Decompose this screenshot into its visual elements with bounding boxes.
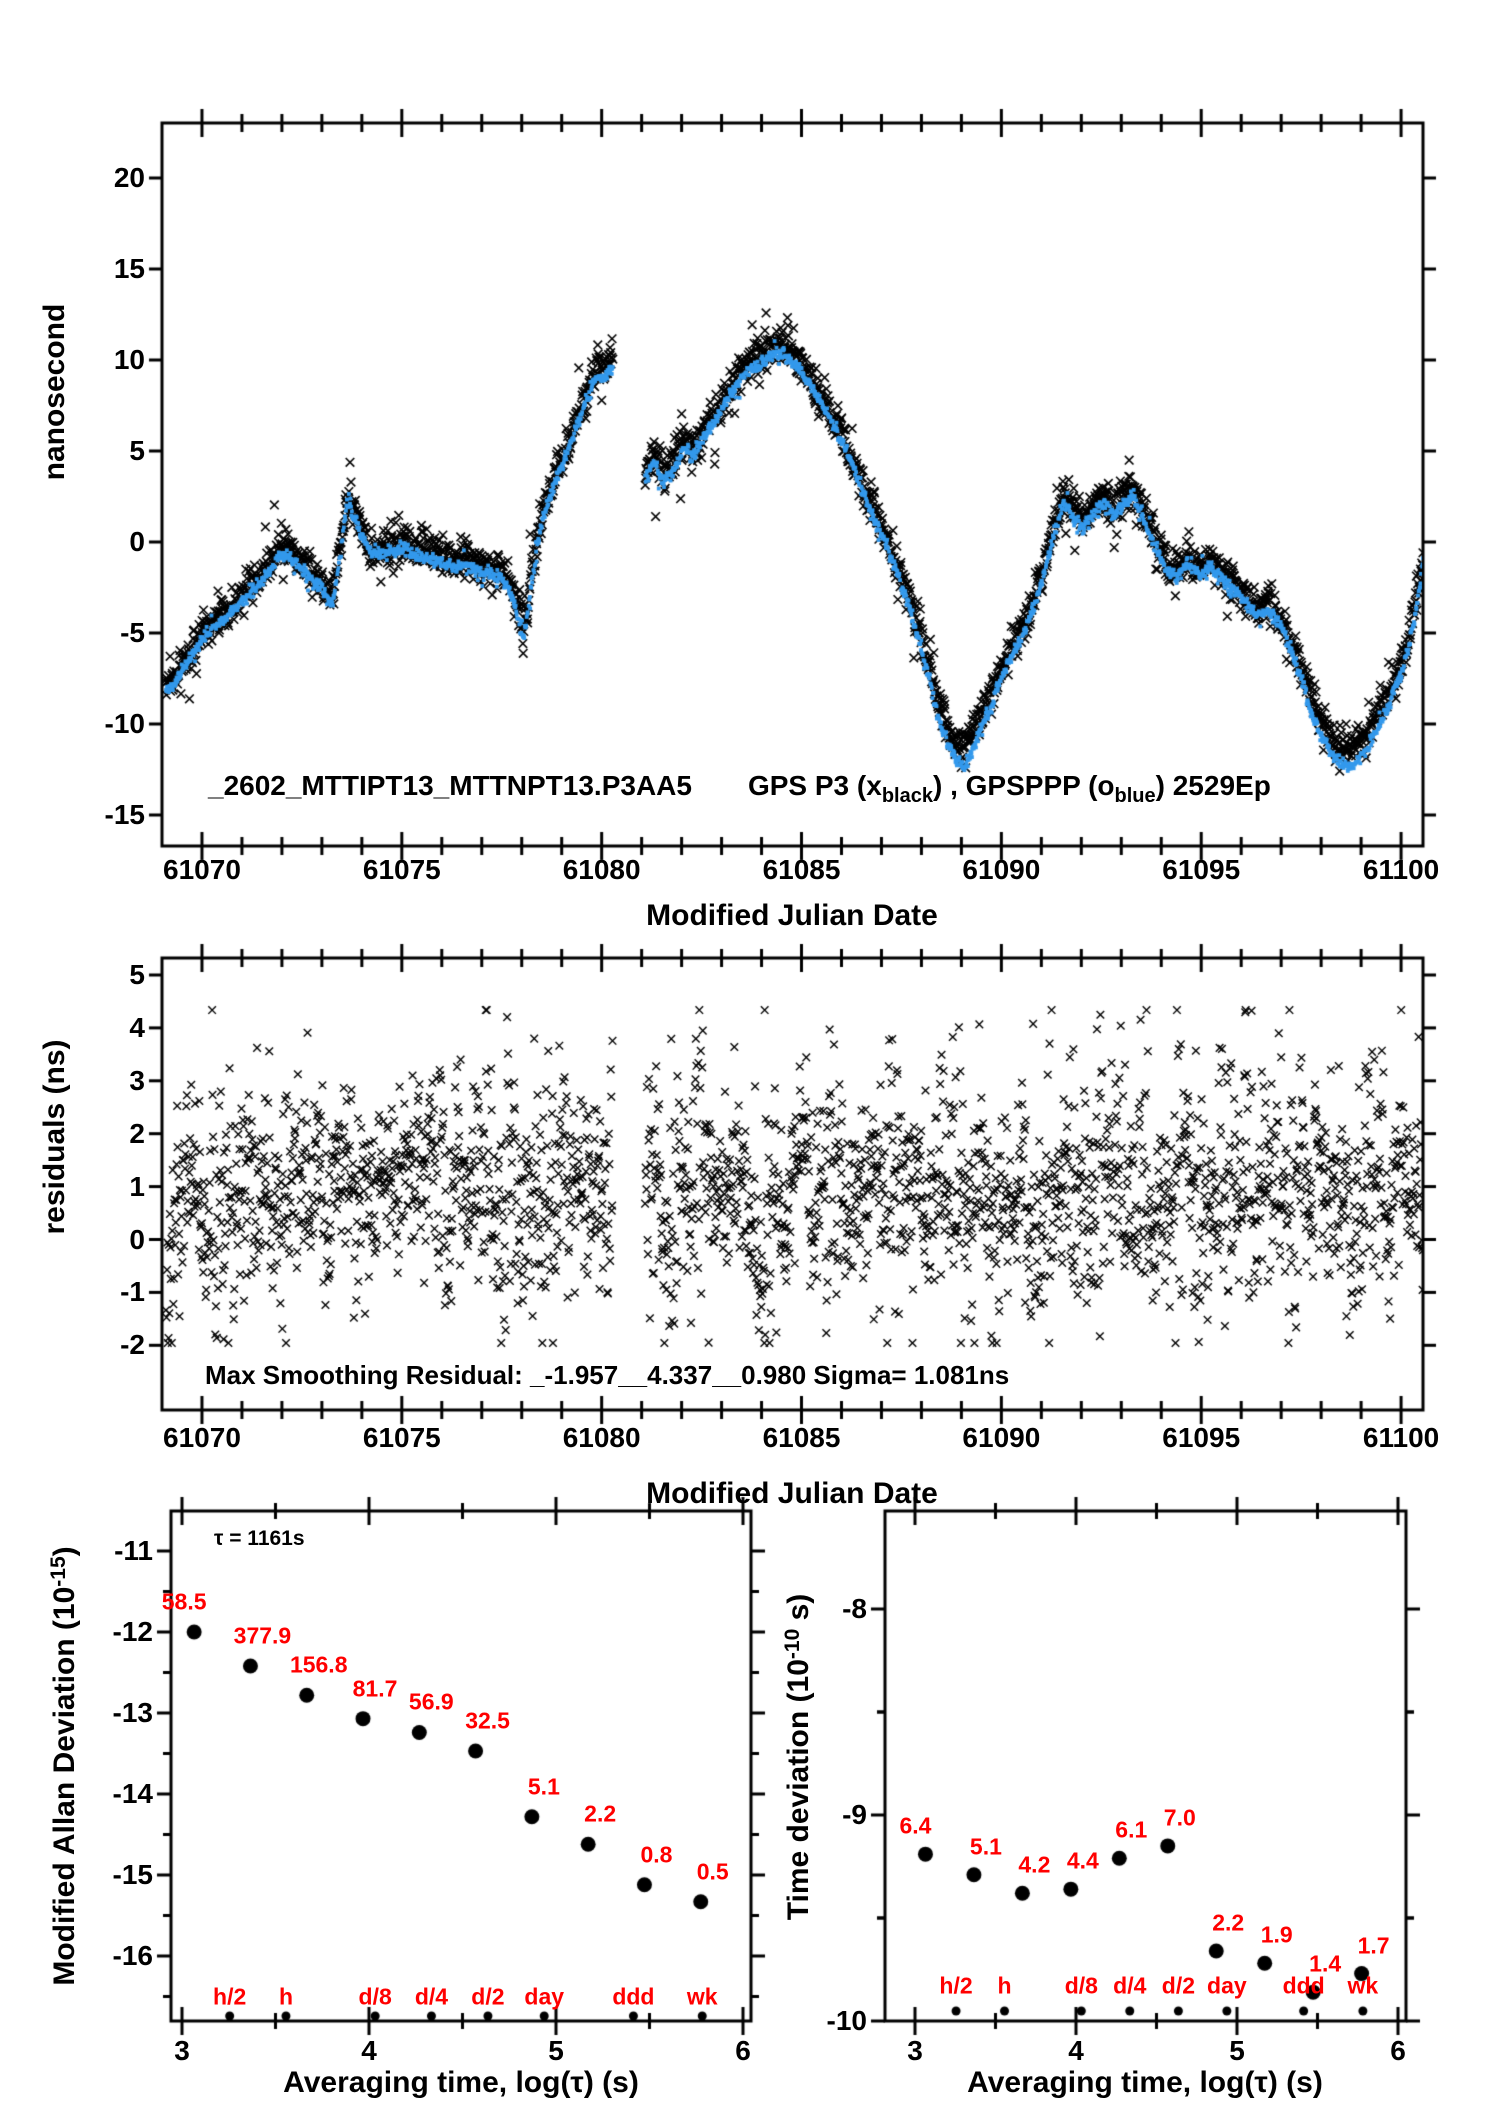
y-tick-label: -15 (112, 1859, 153, 1890)
tau-mark-label: d/2 (471, 1983, 505, 2010)
residual-stats-annotation: Max Smoothing Residual: _-1.957__4.337__0.980 Sigma= 1.081ns (205, 1360, 1010, 1390)
tau-mark-label: ddd (612, 1983, 655, 2010)
y-tick-label: -12 (112, 1616, 153, 1647)
y-tick-label: -9 (842, 1799, 867, 1830)
x-tick-label: 61070 (163, 854, 241, 885)
deviation-point-label: 81.7 (352, 1675, 398, 1702)
tau-annotation: τ = 1161s (214, 1527, 305, 1550)
tau-mark-label: h (278, 1983, 293, 2010)
y-tick-label: 1 (129, 1170, 145, 1202)
tau-mark-label: h/2 (939, 1972, 973, 1999)
panel1-inplot-legend (208, 772, 1271, 806)
deviation-point-label: 5.1 (969, 1833, 1002, 1860)
tau-mark-label: d/8 (1064, 1972, 1098, 1999)
deviation-point-label: 0.5 (696, 1858, 729, 1885)
deviation-point-label: 4.2 (1018, 1851, 1051, 1878)
x-tick-label: 61070 (163, 1422, 241, 1453)
dataset-title: _2602_MTTIPT13_MTTNPT13.P3AA5 (208, 770, 692, 801)
x-tick-label: 6 (735, 2035, 751, 2066)
x-tick-label: 61080 (562, 854, 641, 885)
panel3-x-axis-title: Averaging time, log(τ) (s) (283, 2066, 639, 2099)
deviation-point-label: 7.0 (1163, 1804, 1196, 1831)
legend-sub-blue: blue (1114, 785, 1156, 807)
tau-mark-label: h/2 (213, 1983, 247, 2010)
x-tick-label: 4 (361, 2035, 377, 2066)
series-legend: GPS P3 $(x_{black})$ , GPSPPP $(o_{blue})$ 2529Ep (747, 770, 1271, 807)
x-tick-label: 61100 (1362, 854, 1440, 885)
x-tick-label: 61075 (362, 854, 441, 885)
x-tick-label: 61080 (562, 1422, 641, 1453)
panel4-x-axis-title: Averaging time, log(τ) (s) (967, 2066, 1323, 2099)
y-tick-label: -14 (112, 1778, 153, 1809)
x-tick-label: 5 (1229, 2035, 1245, 2066)
y-tick-label: -2 (120, 1329, 145, 1361)
panel1-y-axis-title: nanosecond (38, 303, 71, 481)
y-tick-label: 0 (129, 1223, 145, 1255)
deviation-point-label: 377.9 (233, 1622, 292, 1649)
deviation-point-label: 2.2 (1212, 1909, 1245, 1936)
x-tick-label: 4 (1068, 2035, 1084, 2066)
deviation-point-label: 58.5 (161, 1588, 207, 1615)
legend-sub-black: black (881, 785, 933, 807)
tau-mark-label: wk (686, 1983, 718, 2010)
x-tick-label: 61085 (762, 1422, 841, 1453)
y-tick-label: -8 (842, 1593, 867, 1624)
y-tick-label: 5 (129, 959, 145, 990)
y-tick-label: -16 (112, 1940, 153, 1971)
y-tick-label: -11 (114, 1535, 153, 1566)
y-tick-label: 10 (113, 344, 145, 375)
tau-mark-label: d/8 (358, 1983, 392, 2010)
panel3-y-axis-title: Modified Allan Deviation $(10^{-15})$ (47, 1546, 81, 1986)
panel4-y-axis-title: Time deviation ($10^{-10}$ s) (781, 1593, 815, 1921)
y-tick-label: -10 (826, 2005, 867, 2036)
y-tick-label: 0 (129, 526, 145, 557)
deviation-point-label: 6.4 (899, 1812, 932, 1839)
x-tick-label: 61095 (1162, 1422, 1241, 1453)
deviation-point-label: 6.1 (1115, 1816, 1148, 1843)
y-tick-label: 2 (129, 1117, 145, 1149)
deviation-point-label: 0.8 (640, 1841, 673, 1868)
panel2-x-axis-title: Modified Julian Date (646, 1477, 938, 1510)
tau-mark-label: day (524, 1983, 565, 2010)
panel2-y-axis-title: residuals (ns) (38, 1039, 71, 1235)
y-tick-label: 15 (113, 253, 145, 284)
y-tick-label: -15 (104, 799, 145, 830)
tau-mark-label: d/4 (1113, 1972, 1147, 1999)
deviation-point-label: 1.4 (1309, 1950, 1342, 1977)
deviation-point-label: 2.2 (584, 1800, 617, 1827)
panel1-x-axis-title: Modified Julian Date (646, 899, 938, 932)
x-tick-label: 3 (907, 2035, 923, 2066)
x-tick-label: 6 (1390, 2035, 1406, 2066)
y-tick-label: 3 (129, 1064, 145, 1096)
y-tick-label: -1 (120, 1276, 145, 1308)
y-tick-label: -5 (120, 617, 145, 648)
x-tick-label: 61085 (762, 854, 841, 885)
tau-mark-label: day (1207, 1972, 1247, 1999)
deviation-point-label: 32.5 (465, 1707, 510, 1734)
x-tick-label: 61090 (962, 854, 1041, 885)
x-tick-label: 61095 (1162, 854, 1241, 885)
x-tick-label: 3 (174, 2035, 190, 2066)
y-tick-label: -10 (104, 708, 145, 739)
tau-mark-label: d/4 (414, 1983, 449, 2010)
x-tick-label: 5 (548, 2035, 564, 2066)
tau-mark-label: h (997, 1972, 1012, 1999)
tau-mark-label: ddd (1282, 1972, 1325, 1999)
x-tick-label: 61090 (962, 1422, 1041, 1453)
y-tick-label: 5 (129, 435, 145, 466)
y-tick-label: 20 (113, 162, 145, 193)
deviation-point-label: 1.9 (1260, 1921, 1293, 1948)
x-tick-label: 61100 (1362, 1422, 1440, 1453)
deviation-point-label: 1.7 (1357, 1932, 1390, 1959)
tau-mark-label: wk (1347, 1972, 1379, 1999)
x-tick-label: 61075 (362, 1422, 441, 1453)
y-tick-label: -13 (112, 1697, 153, 1728)
deviation-point-label: 5.1 (527, 1773, 560, 1800)
deviation-point-label: 4.4 (1066, 1847, 1099, 1874)
tau-mark-label: d/2 (1161, 1972, 1196, 1999)
deviation-point-label: 156.8 (289, 1651, 348, 1678)
y-tick-label: 4 (129, 1011, 145, 1043)
deviation-point-label: 56.9 (408, 1688, 454, 1715)
